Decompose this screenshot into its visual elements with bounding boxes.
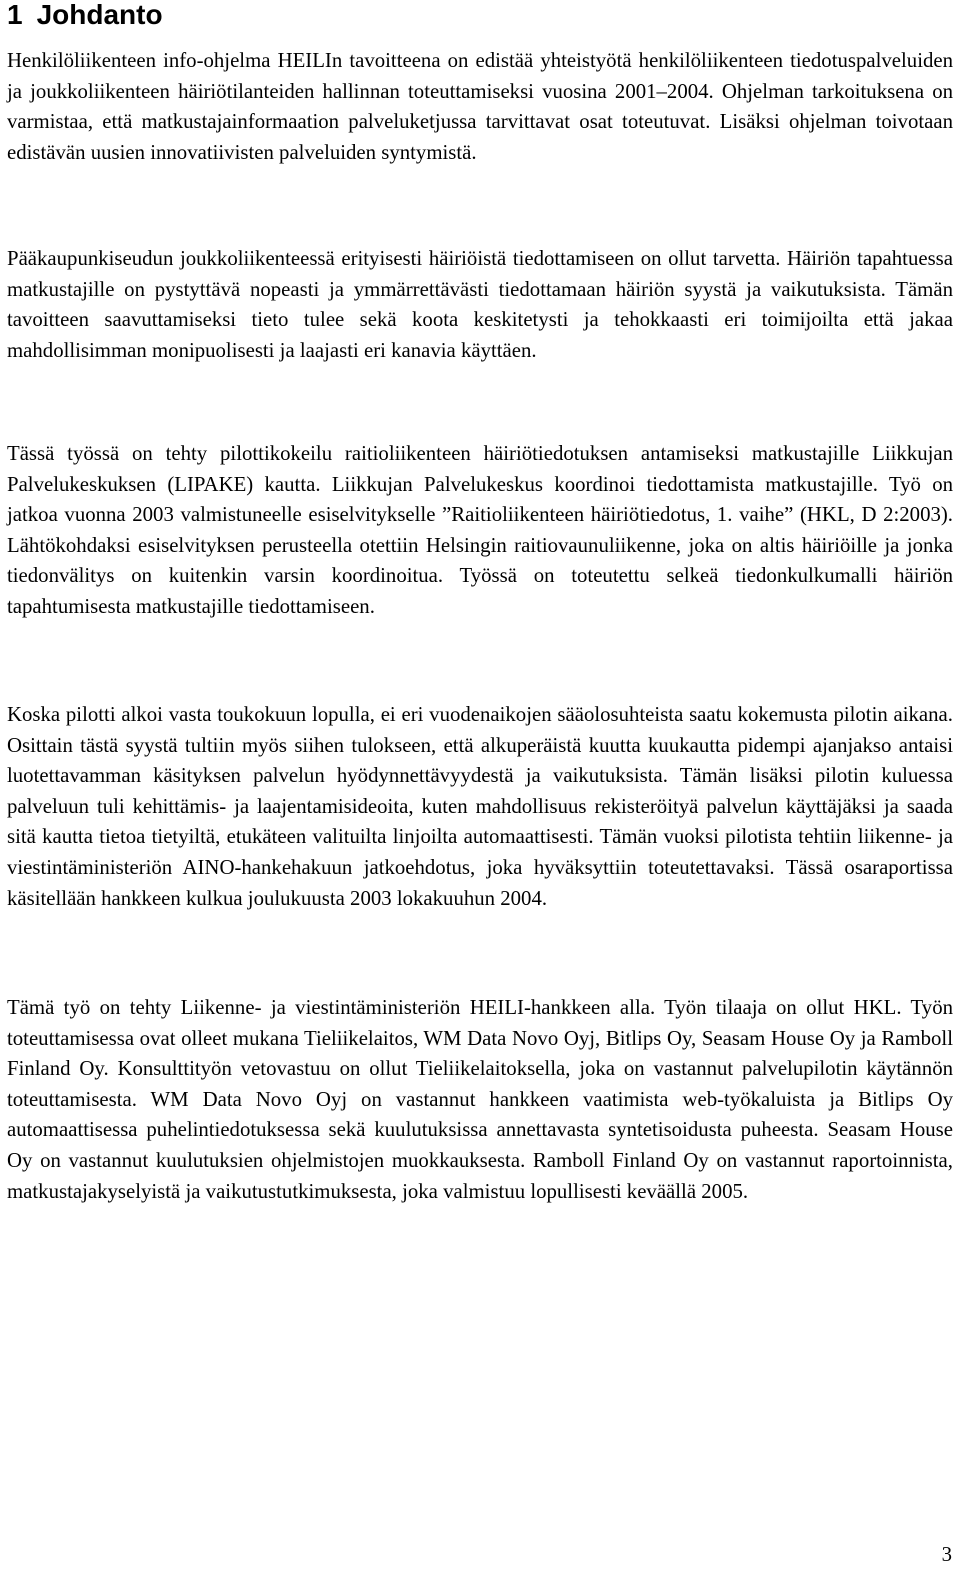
section-heading (7, 0, 163, 31)
page-number: 3 (941, 1543, 952, 1566)
paragraph-intro: Henkilöliikenteen info-ohjelma HEILIn tavoitteena on edistää yhteistyötä henkilöliikenteen tiedotuspalveluiden ja joukkoliikenteen häiriötilanteiden hallinnan toteuttamiseksi vuosina 2001–2004. Ohjelman tarkoituksena on varmistaa, että matkustajainformaation palveluketjussa tarvittavat osat toteutuvat. Lisäksi ohjelman toivotaan edistävän uusien innovatiivisten palveluiden syntymistä. (7, 49, 953, 164)
paragraph-need: Pääkaupunkiseudun joukkoliikenteessä erityisesti häiriöistä tiedottamiseen on ollut tarvetta. Häiriön tapahtuessa matkustajille on pystyttävä nopeasti ja ymmärrettävästi tiedottamaan häiriön syystä ja vaikutuksista. Tämän tavoitteen saavuttamiseksi tieto tulee sekä koota keskitetysti ja tehokkaasti eri toimijoilta että jakaa mahdollisimman monipuolisesti ja laajasti eri kanavia käyttäen. (7, 247, 953, 362)
paragraph-participants: Tämä työ on tehty Liikenne- ja viestintäministeriön HEILI-hankkeen alla. Työn tilaaja on ollut HKL. Työn toteuttamisessa ovat olleet mukana Tieliikelaitos, WM Data Novo Oyj, Bitlips Oy, Seasam House Oy ja Ramboll Finland Oy. Konsulttityön vetovastuu on ollut Tieliikelaitoksella, joka on vastannut palvelupilotin käytännön toteuttamisesta. WM Data Novo Oyj on vastannut hankkeen vaatimista web-työkaluista ja Bitlips Oy automaattisessa puhelintiedotuksessa sekä kuulutuksissa annettavasta syntetisoidusta puheesta. Seasam House Oy on vastannut kuulutuksien ohjelmistojen muokkauksesta. Ramboll Finland Oy on vastannut raportoinnista, matkustajakyselyistä ja vaikutustutkimuksesta, joka valmistuu lopullisesti keväällä 2005. (7, 996, 953, 1203)
section-title: Johdanto (36, 0, 163, 30)
paragraph-pilot: Tässä työssä on tehty pilottikokeilu raitioliikenteen häiriötiedotuksen antamiseksi matkustajille Liikkujan Palvelukeskuksen (LIPAKE) kautta. Liikkujan Palvelukeskus koordinoi tiedottamista matkustajille. Työ on jatkoa vuonna 2003 valmistuneelle esiselvitykselle ”Raitioliikenteen häiriötiedotus, 1. vaihe” (HKL, D 2:2003). Lähtökohdaksi esiselvityksen perusteella otettiin Helsingin raitiovaunuliikenne, joka on altis häiriöille ja jonka tiedonvälitys on kuitenkin varsin koordinoitua. Työssä on toteutettu selkeä tiedonkulkumalli häiriön tapahtumisesta matkustajille tiedottamiseen. (7, 442, 953, 618)
paragraph-continuation: Koska pilotti alkoi vasta toukokuun lopulla, ei eri vuodenaikojen sääolosuhteista saatu kokemusta pilotin aikana. Osittain tästä syystä tultiin myös siihen tulokseen, että alkuperäistä kuutta kuukautta pidempi ajanjakso antaisi luotettavamman käsityksen palvelun hyödynnettävyydestä ja vaikutuksista. Tämän lisäksi pilotin kuluessa palveluun tuli kehittämis- ja laajentamisideoita, kuten mahdollisuus rekisteröityä palvelun käyttäjäksi ja saada sitä kautta tietoa tietyiltä, etukäteen valituilta linjoilta automaattisesti. Tämän vuoksi pilotista tehtiin liikenne- ja viestintäministeriön AINO-hankehakuun jatkoehdotus, joka hyväksyttiin toteutettavaksi. Tässä osaraportissa käsitellään hankkeen kulkua joulukuusta 2003 lokakuuhun 2004. (7, 703, 953, 910)
section-number: 1 (7, 0, 23, 30)
